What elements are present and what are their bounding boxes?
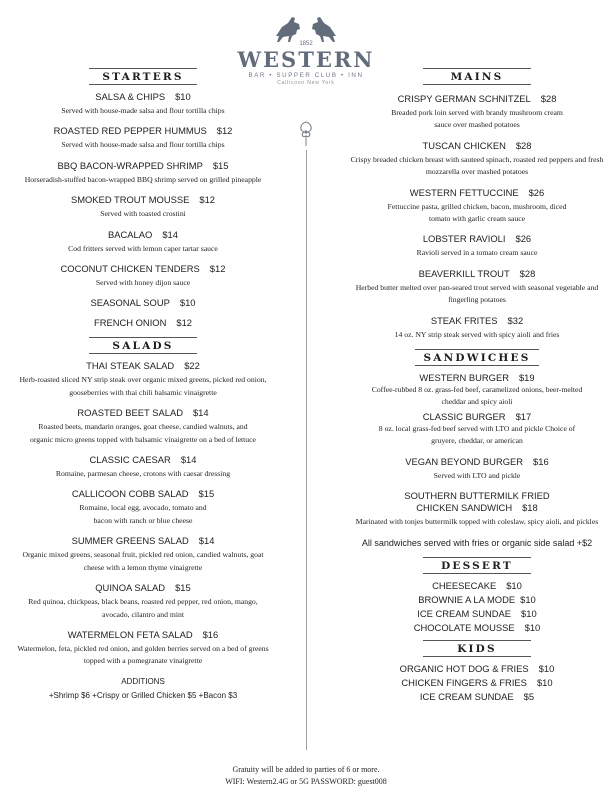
item-name: SOUTHERN BUTTERMILK FRIED CHICKEN SANDWICH bbox=[404, 490, 550, 514]
menu-item bbox=[348, 691, 606, 703]
mains-heading: MAINS bbox=[423, 68, 531, 85]
menu-item bbox=[14, 297, 272, 309]
item-name: SMOKED TROUT MOUSSE bbox=[70, 194, 190, 206]
item-name: CHEESECAKE bbox=[432, 579, 497, 591]
mains-section bbox=[348, 68, 606, 341]
item-price: $28 bbox=[540, 93, 557, 104]
item-name: WESTERN FETTUCCINE bbox=[409, 186, 519, 198]
horses-icon bbox=[266, 12, 346, 48]
item-name: LOBSTER RAVIOLI bbox=[422, 233, 506, 245]
menu-item bbox=[348, 622, 606, 634]
item-name: THAI STEAK SALAD bbox=[86, 360, 175, 372]
item-name: SEASONAL SOUP bbox=[90, 297, 170, 309]
menu-item bbox=[348, 663, 606, 675]
item-price: $19 bbox=[518, 372, 535, 384]
footer bbox=[0, 764, 612, 788]
center-divider bbox=[303, 150, 309, 750]
item-price: $26 bbox=[528, 186, 545, 198]
menu-item bbox=[14, 629, 272, 668]
menu-item bbox=[14, 194, 272, 220]
item-price: $15 bbox=[175, 582, 191, 594]
menu-item bbox=[14, 360, 272, 399]
menu-item bbox=[14, 317, 272, 329]
item-price: $15 bbox=[212, 159, 229, 171]
item-price: $10 bbox=[536, 676, 553, 688]
brand-name: WESTERN bbox=[237, 47, 375, 72]
dessert-heading: DESSERT bbox=[423, 557, 531, 574]
menu-item bbox=[14, 160, 272, 186]
menu-item bbox=[14, 454, 272, 480]
item-description: Romaine, local egg, avocado, tomato and bacon with ranch or blue cheese bbox=[79, 503, 207, 525]
item-name: CRISPY GERMAN SCHNITZEL bbox=[397, 93, 531, 104]
item-description: Roasted beets, mandarin oranges, goat cheese, candied walnuts, and organic micro greens topped with balsamic vinaigrette on a bed of lettuce bbox=[30, 422, 256, 444]
item-name: QUINOA SALAD bbox=[95, 582, 166, 594]
menu-item bbox=[14, 488, 272, 527]
left-column bbox=[14, 66, 272, 701]
starters-heading: STARTERS bbox=[89, 68, 197, 85]
item-price: $10 bbox=[506, 579, 522, 591]
item-name: COCONUT CHICKEN TENDERS bbox=[60, 263, 200, 275]
item-name: CHICKEN FINGERS & FRIES bbox=[401, 676, 527, 688]
item-price: $14 bbox=[162, 228, 178, 240]
item-description: Herbed butter melted over pan-seared trout served with seasonal vegetable and fingerling potatoes bbox=[355, 282, 599, 305]
item-price: $12 bbox=[199, 194, 216, 206]
item-name: CALLICOON COBB SALAD bbox=[71, 488, 189, 500]
menu-item bbox=[348, 677, 606, 689]
brand-location: Callicoon New York bbox=[277, 80, 335, 86]
flourish-ornament-icon bbox=[296, 120, 316, 146]
salads-section bbox=[14, 337, 272, 700]
item-price: $28 bbox=[515, 139, 532, 151]
menu-item bbox=[14, 263, 272, 289]
item-name: WATERMELON FETA SALAD bbox=[67, 628, 193, 640]
item-name: FRENCH ONION bbox=[93, 317, 167, 329]
item-description: Cod fritters served with lemon caper tartar sauce bbox=[68, 243, 218, 253]
menu-item bbox=[348, 594, 606, 606]
item-price: $10 bbox=[524, 621, 541, 633]
item-description: Served with house-made salsa and flour tortilla chips bbox=[61, 140, 225, 150]
item-name: BROWNIE A LA MODE bbox=[418, 593, 516, 605]
item-description: Herb-roasted sliced NY strip steak over organic mixed greens, picked red onion, gooseberries with thai chili balsamic vinaigrette bbox=[19, 375, 267, 397]
item-description: Served with honey dijon sauce bbox=[95, 278, 191, 288]
item-description: Horseradish-stuffed bacon-wrapped BBQ shrimp served on grilled pineapple bbox=[24, 174, 262, 184]
menu-item bbox=[348, 93, 606, 132]
item-price: $22 bbox=[184, 360, 200, 372]
item-name: STEAK FRITES bbox=[430, 314, 498, 326]
menu-item bbox=[348, 187, 606, 226]
sandwiches-section bbox=[348, 349, 606, 548]
item-name: ORGANIC HOT DOG & FRIES bbox=[399, 662, 529, 674]
menu-item bbox=[14, 91, 272, 117]
item-price: $26 bbox=[515, 233, 532, 245]
item-description: Coffee-rubbed 8 oz. grass-fed beef, caramelized onions, beer-melted cheddar and spicy aioli bbox=[371, 385, 583, 407]
starters-section bbox=[14, 68, 272, 329]
menu-item bbox=[14, 407, 272, 446]
item-price: $14 bbox=[192, 407, 209, 419]
item-price: $10 bbox=[538, 662, 555, 674]
item-price: $15 bbox=[198, 488, 215, 500]
item-name: ICE CREAM SUNDAE bbox=[417, 607, 512, 619]
menu-item bbox=[348, 268, 606, 307]
item-price: $12 bbox=[216, 125, 233, 137]
menu-item bbox=[348, 456, 606, 482]
item-price: $16 bbox=[202, 628, 219, 640]
item-name: CLASSIC CAESAR bbox=[89, 454, 171, 466]
kids-section bbox=[348, 640, 606, 703]
item-name: BEAVERKILL TROUT bbox=[418, 267, 510, 279]
sandwiches-side-note: All sandwiches served with fries or organic side salad +$2 bbox=[361, 537, 593, 548]
item-description: Served with toasted crostini bbox=[100, 209, 186, 219]
item-price: $18 bbox=[522, 502, 538, 514]
item-price: $28 bbox=[519, 267, 536, 279]
menu-item bbox=[348, 608, 606, 620]
item-name: CHOCOLATE MOUSSE bbox=[413, 621, 515, 633]
additions-list: +Shrimp $6 +Crispy or Grilled Chicken $5 +Bacon $3 bbox=[48, 690, 238, 700]
item-description: Served with LTO and pickle bbox=[433, 470, 521, 480]
item-description: Fettuccine pasta, grilled chicken, bacon, mushroom, diced tomato with garlic cream sauce bbox=[387, 201, 567, 224]
item-name: TUSCAN CHICKEN bbox=[422, 139, 506, 151]
item-description: Marinated with tonjes buttermilk topped with coleslaw, spicy aioli, and pickles bbox=[355, 517, 599, 527]
wifi-info: WIFI: Western2.4G or 5G PASSWORD: guest008 bbox=[225, 777, 387, 786]
item-description: Served with house-made salsa and flour tortilla chips bbox=[61, 106, 225, 115]
item-price: $10 bbox=[520, 593, 536, 605]
item-price: $14 bbox=[180, 454, 197, 466]
item-name: CLASSIC BURGER bbox=[422, 410, 506, 422]
right-column bbox=[348, 66, 606, 705]
menu-item bbox=[348, 372, 606, 409]
item-price: $32 bbox=[507, 314, 524, 326]
menu-item bbox=[14, 229, 272, 255]
item-price: $17 bbox=[515, 410, 532, 422]
item-price: $10 bbox=[521, 607, 537, 619]
item-price: $14 bbox=[198, 535, 215, 547]
menu-item bbox=[348, 315, 606, 341]
brand-tagline: BAR • SUPPER CLUB • INN bbox=[248, 72, 364, 79]
additions-heading: ADDITIONS bbox=[121, 676, 165, 686]
item-price: $10 bbox=[179, 297, 196, 309]
menu-item bbox=[14, 125, 272, 151]
item-name: SUMMER GREENS SALAD bbox=[71, 535, 189, 547]
dessert-section bbox=[348, 557, 606, 634]
item-description: Organic mixed greens, seasonal fruit, pickled red onion, candied walnuts, goat cheese with a lemon thyme vinaigrette bbox=[22, 550, 264, 572]
kids-heading: KIDS bbox=[423, 640, 531, 657]
item-name: VEGAN BEYOND BURGER bbox=[405, 455, 524, 467]
item-name: ROASTED BEET SALAD bbox=[77, 407, 183, 419]
sandwiches-heading: SANDWICHES bbox=[415, 349, 539, 366]
item-name: SALSA & CHIPS bbox=[95, 91, 166, 102]
item-name: ICE CREAM SUNDAE bbox=[419, 690, 514, 702]
item-description: Crispy breaded chicken breast with sauteed spinach, roasted red peppers and fresh mozzarella over mashed potatoes bbox=[350, 154, 604, 177]
item-price: $5 bbox=[523, 690, 535, 702]
gratuity-note: Gratuity will be added to parties of 6 or more. bbox=[232, 765, 380, 774]
item-description: Romaine, parmesan cheese, crotons with caesar dressing bbox=[55, 469, 231, 479]
menu-item bbox=[348, 233, 606, 259]
menu-item bbox=[348, 580, 606, 592]
item-price: $12 bbox=[209, 263, 226, 275]
item-price: $10 bbox=[175, 91, 191, 102]
item-description: Breaded pork loin served with brandy mushroom cream sauce over mashed potatoes bbox=[391, 108, 563, 130]
menu-item bbox=[14, 535, 272, 574]
salads-heading: SALADS bbox=[89, 337, 197, 354]
item-name: WESTERN BURGER bbox=[419, 372, 509, 384]
menu-item bbox=[348, 490, 606, 528]
item-description: 8 oz. local grass-fed beef served with LTO and pickle Choice of gruyere, cheddar, or american bbox=[378, 423, 576, 446]
svg-text:1852: 1852 bbox=[299, 41, 313, 47]
menu-item bbox=[348, 140, 606, 179]
item-description: 14 oz. NY strip steak served with spicy aioli and fries bbox=[394, 329, 560, 339]
item-price: $16 bbox=[533, 455, 549, 467]
item-name: BBQ BACON-WRAPPED SHRIMP bbox=[57, 159, 203, 171]
menu-item bbox=[14, 582, 272, 621]
item-description: Ravioli served in a tomato cream sauce bbox=[416, 248, 538, 258]
item-description: Red quinoa, chickpeas, black beans, roasted red pepper, red onion, mango, avocado, cilantro and mint bbox=[28, 597, 258, 619]
item-name: BACALAO bbox=[108, 228, 153, 240]
item-name: ROASTED RED PEPPER HUMMUS bbox=[53, 125, 207, 137]
menu-item bbox=[348, 411, 606, 448]
item-description: Watermelon, feta, pickled red onion, and golden berries served on a bed of greens topped with a pomegranate vinaigrette bbox=[17, 643, 269, 666]
item-price: $12 bbox=[176, 317, 193, 329]
